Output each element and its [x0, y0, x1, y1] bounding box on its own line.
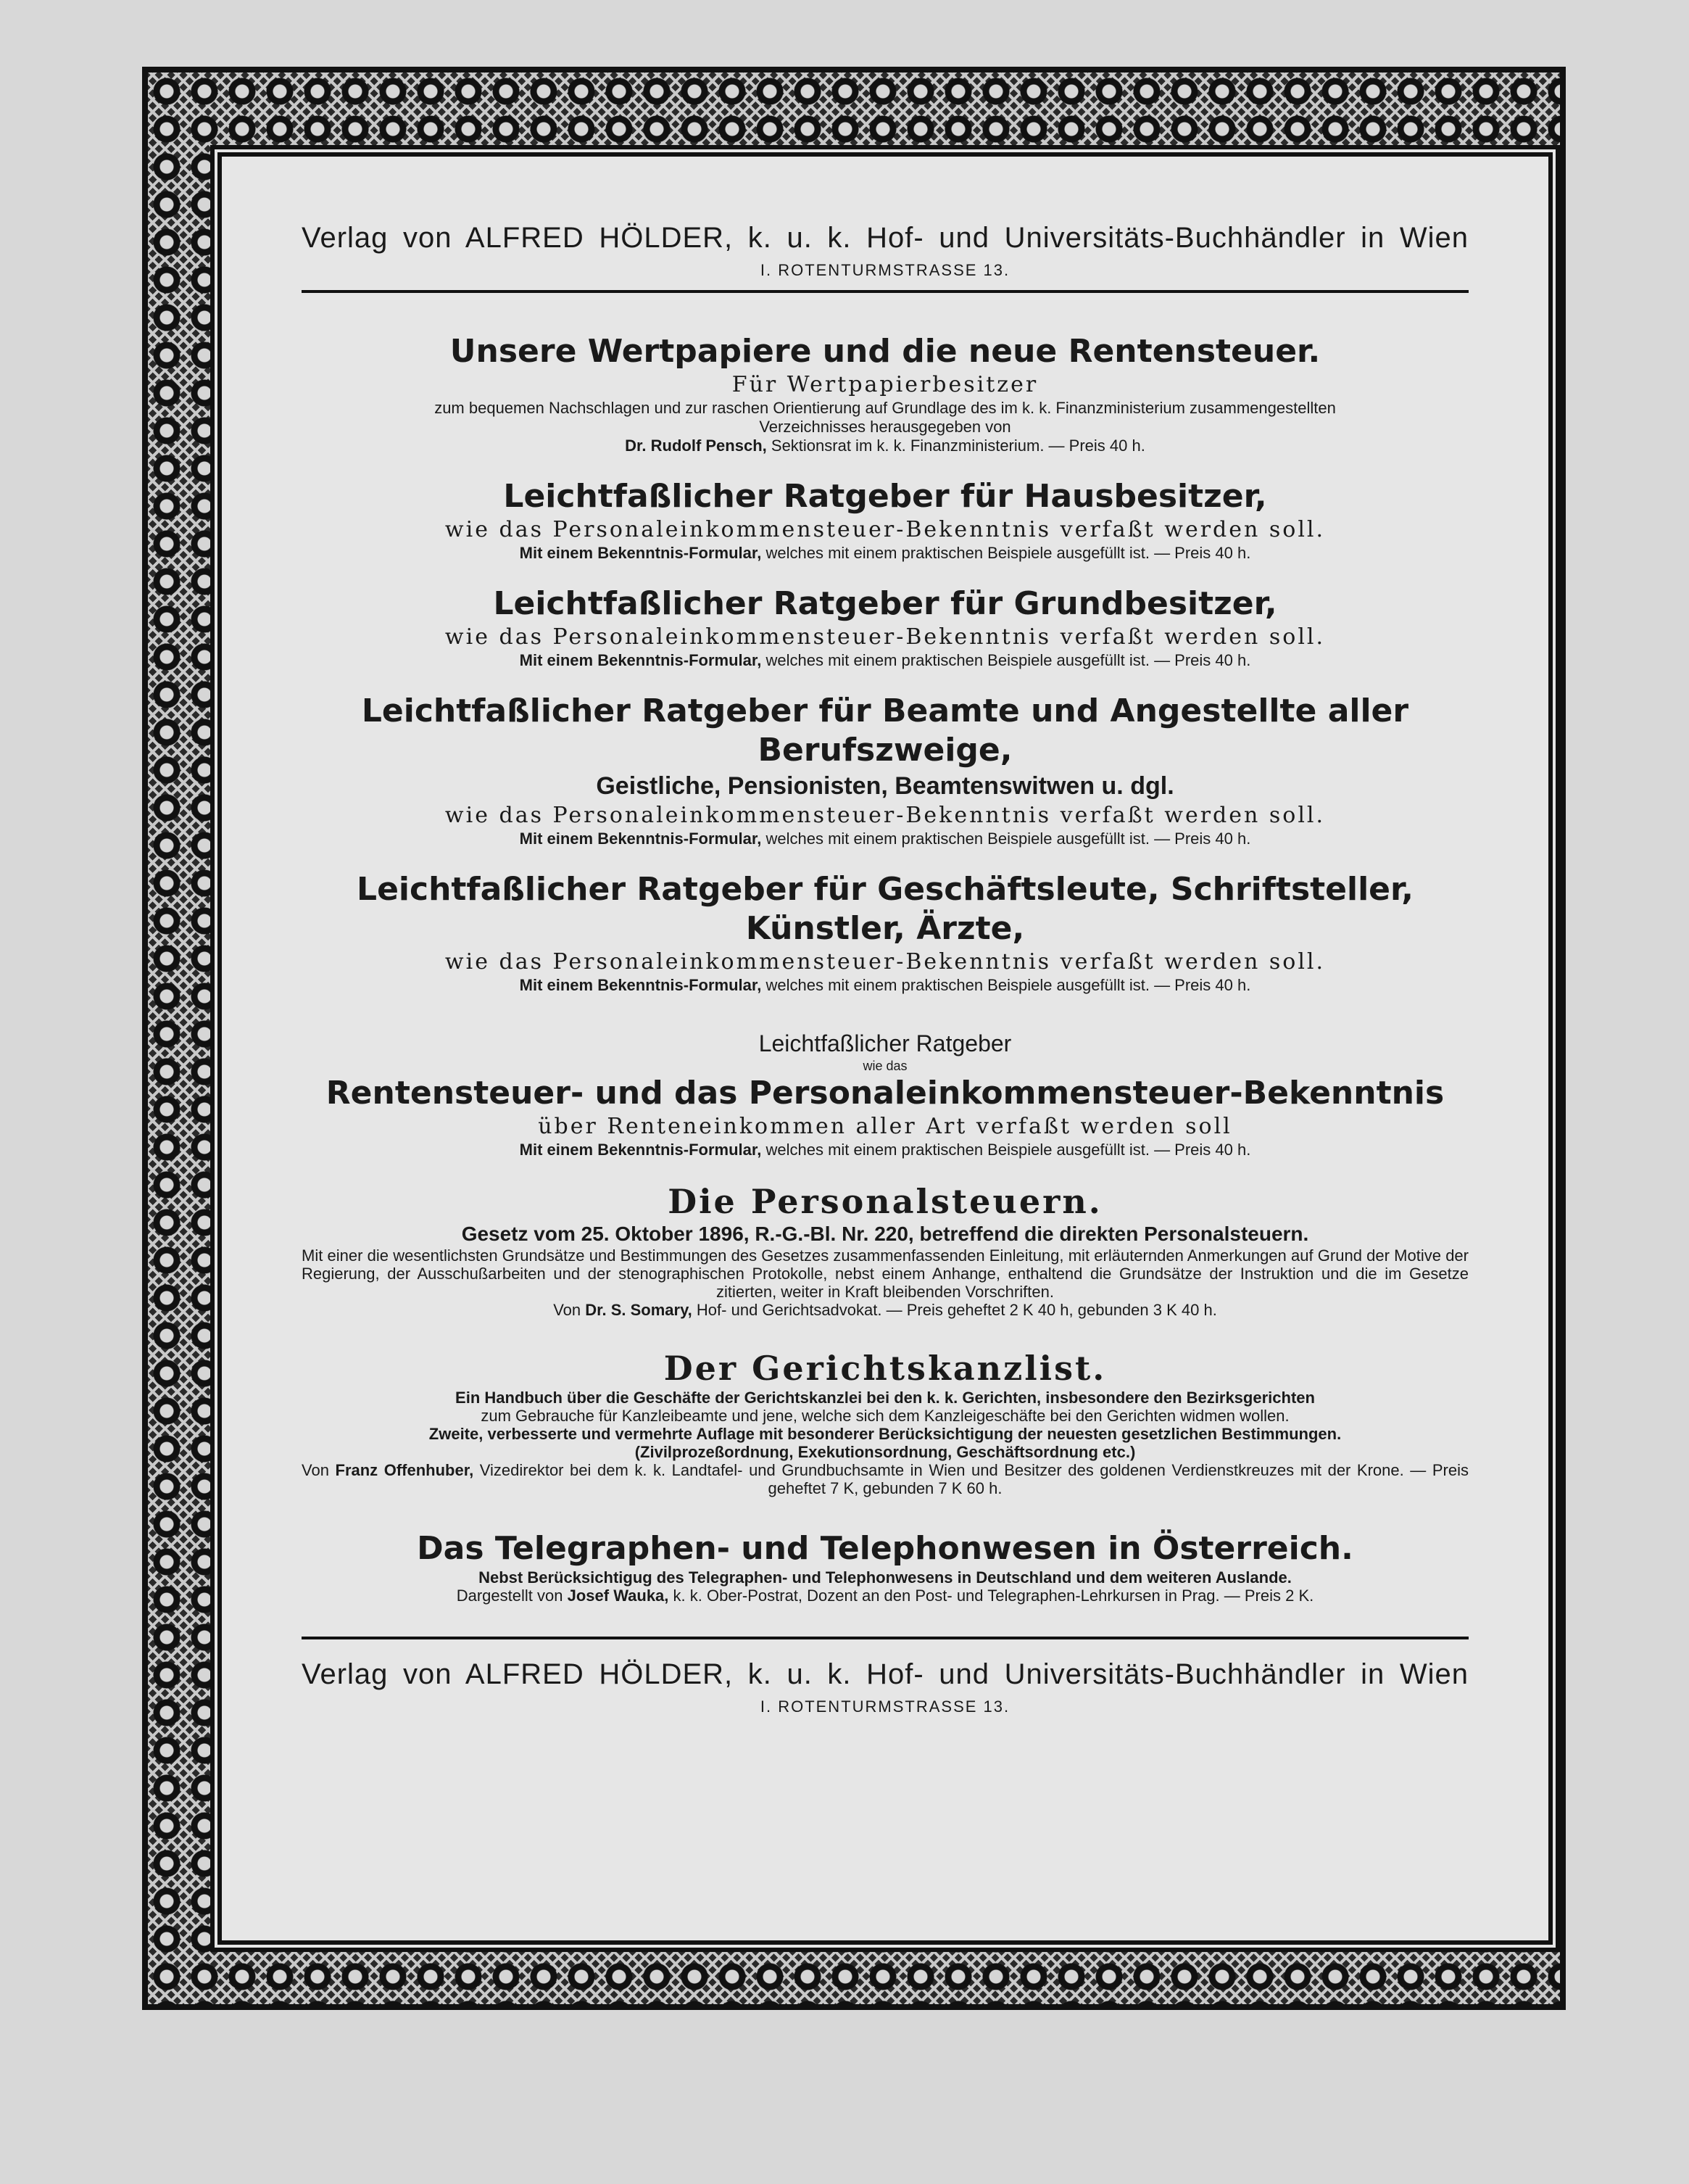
entry-author: Franz Offenhuber,	[335, 1461, 474, 1479]
entry-line: (Zivilprozeßordnung, Exekutionsordnung, Geschäftsordnung etc.)	[634, 1443, 1136, 1461]
entry-note	[302, 651, 1469, 670]
entry-subtitle: wie das Personaleinkommensteuer-Bekenntnis verfaßt werden soll.	[444, 517, 1326, 542]
entry-geschaeftsleute	[302, 870, 1469, 995]
entry-subtitle: wie das Personaleinkommensteuer-Bekenntnis verfaßt werden soll.	[444, 949, 1326, 975]
entry-subtitle: wie das Personaleinkommensteuer-Bekenntnis verfaßt werden soll.	[444, 624, 1326, 650]
entry-pre-title: Leichtfaßlicher Ratgeber	[758, 1030, 1012, 1056]
entry-gerichtskanzlist	[302, 1348, 1469, 1497]
entry-line: Gesetz vom 25. Oktober 1896, R.-G.-Bl. Nr. 220, betreffend die direkten Personalsteuern.	[461, 1223, 1309, 1245]
entry-line: Zweite, verbesserte und vermehrte Auflage mit besonderer Berücksichtigung der neuesten gesetzlichen Bestimmungen.	[428, 1425, 1342, 1443]
entry-author-line	[302, 437, 1469, 455]
entry-author: Dr. Rudolf Pensch,	[625, 437, 767, 455]
entry-telegraphen	[302, 1529, 1469, 1605]
entry-note-bold: Mit einem Bekenntnis-Formular,	[519, 830, 762, 848]
entry-note	[302, 976, 1469, 995]
entry-title: Die Personalsteuern.	[668, 1182, 1103, 1221]
publisher-header: Verlag von ALFRED HÖLDER, k. u. k. Hof- und Universitäts-Buchhändler in Wien	[302, 222, 1469, 254]
entry-title: Leichtfaßlicher Ratgeber für Beamte und Angestellte aller Berufszweige,	[361, 692, 1409, 769]
entry-note-bold: Mit einem Bekenntnis-Formular,	[519, 1141, 762, 1159]
entry-subtitle: Für Wertpapierbesitzer	[731, 372, 1039, 397]
entry-pre-title-2: wie das	[863, 1059, 908, 1073]
entry-author-line	[302, 1587, 1469, 1605]
entry-grundbesitzer	[302, 584, 1469, 670]
publisher-footer: Verlag von ALFRED HÖLDER, k. u. k. Hof- und Universitäts-Buchhändler in Wien	[302, 1658, 1469, 1690]
entry-note	[302, 544, 1469, 563]
entry-author: Josef Wauka,	[567, 1587, 669, 1605]
entry-note-rest: welches mit einem praktischen Beispiele ausgefüllt ist. — Preis 40 h.	[765, 544, 1251, 562]
entry-author-line	[302, 1461, 1469, 1497]
entry-line: Ein Handbuch über die Geschäfte der Gerichtskanzlei bei den k. k. Gerichten, insbesondere den Bezirksgerichten	[455, 1389, 1315, 1407]
entry-author-line	[302, 1301, 1469, 1319]
entry-note-rest: welches mit einem praktischen Beispiele ausgefüllt ist. — Preis 40 h.	[765, 651, 1251, 669]
entry-author-rest: Hof- und Gerichtsadvokat. — Preis geheftet 2 K 40 h, gebunden 3 K 40 h.	[696, 1301, 1217, 1319]
entry-title: Leichtfaßlicher Ratgeber für Grundbesitzer,	[493, 585, 1277, 622]
entry-subtitle: über Renteneinkommen aller Art verfaßt werden soll	[538, 1114, 1232, 1139]
entry-note	[302, 1141, 1469, 1159]
entry-line: Verzeichnisses herausgegeben von	[759, 418, 1011, 436]
entry-note	[302, 830, 1469, 848]
entry-author-pre: Dargestellt von	[456, 1587, 563, 1605]
entry-author-rest: k. k. Ober-Postrat, Dozent an den Post- und Telegraphen-Lehrkursen in Prag. — Preis 2 K.	[673, 1587, 1314, 1605]
entry-title: Das Telegraphen- und Telephonwesen in Österreich.	[417, 1530, 1353, 1567]
entry-note-bold: Mit einem Bekenntnis-Formular,	[519, 544, 762, 562]
entry-title: Leichtfaßlicher Ratgeber für Geschäftsleute, Schriftsteller, Künstler, Ärzte,	[357, 871, 1414, 947]
entry-title: Der Gerichtskanzlist.	[663, 1349, 1107, 1388]
entry-beamte	[302, 692, 1469, 848]
entry-author: Dr. S. Somary,	[585, 1301, 692, 1319]
entry-title-second-line: Geistliche, Pensionisten, Beamtenswitwen u. dgl.	[596, 772, 1174, 800]
entry-line: Nebst Berücksichtigug des Telegraphen- und Telephonwesens in Deutschland und dem weiteren Auslande.	[478, 1568, 1292, 1587]
footer-rule	[302, 1637, 1469, 1639]
entry-author-rest: Sektionsrat im k. k. Finanzministerium. — Preis 40 h.	[771, 437, 1145, 455]
entry-hausbesitzer	[302, 477, 1469, 563]
header-rule	[302, 290, 1469, 293]
advertisement-panel	[217, 152, 1553, 1945]
entry-author-pre: Von	[553, 1301, 581, 1319]
entry-title: Rentensteuer- und das Personaleinkommensteuer-Bekenntnis	[325, 1075, 1445, 1112]
entry-note-rest: welches mit einem praktischen Beispiele ausgefüllt ist. — Preis 40 h.	[765, 830, 1251, 848]
entry-wertpapiere	[302, 332, 1469, 455]
entry-personalsteuern	[302, 1181, 1469, 1319]
entry-note-bold: Mit einem Bekenntnis-Formular,	[519, 976, 762, 994]
entry-line: zum Gebrauche für Kanzleibeamte und jene, welche sich dem Kanzleigeschäfte bei den Gerichten widmen wollen.	[481, 1407, 1290, 1425]
entry-author-pre: Von	[302, 1461, 329, 1479]
entry-note-bold: Mit einem Bekenntnis-Formular,	[519, 651, 762, 669]
entry-title: Unsere Wertpapiere und die neue Rentensteuer.	[449, 333, 1321, 370]
panel-content	[302, 157, 1469, 1940]
entry-note-rest: welches mit einem praktischen Beispiele ausgefüllt ist. — Preis 40 h.	[765, 976, 1251, 994]
publisher-address: I. ROTENTURMSTRASSE 13.	[760, 261, 1011, 279]
entry-line: zum bequemen Nachschlagen und zur raschen Orientierung auf Grundlage des im k. k. Finanzministerium zusammengestellten	[434, 399, 1336, 417]
entry-title: Leichtfaßlicher Ratgeber für Hausbesitzer,	[503, 478, 1267, 515]
entry-note-rest: welches mit einem praktischen Beispiele ausgefüllt ist. — Preis 40 h.	[765, 1141, 1251, 1159]
publisher-footer-address: I. ROTENTURMSTRASSE 13.	[760, 1697, 1011, 1716]
entry-rentensteuer	[302, 1028, 1469, 1159]
entry-author-rest: Vizedirektor bei dem k. k. Landtafel- und Grundbuchsamte in Wien und Besitzer des goldenen Verdienstkreuzes mit der Krone. — Preis geheftet 7 K, gebunden 7 K 60 h.	[479, 1461, 1469, 1497]
entry-subtitle: wie das Personaleinkommensteuer-Bekenntnis verfaßt werden soll.	[444, 803, 1326, 828]
entry-body: Mit einer die wesentlichsten Grundsätze und Bestimmungen des Gesetzes zusammenfassenden Einleitung, mit erläuternden Anmerkungen auf Grund der Motive der Regierung, der Ausschußarbeiten und der stenographischen Protokolle, nebst einem Anhange, enthaltend die Grundsätze der Instruktion und die im Gesetze zitierten, weiter in Kraft bleibenden Vorschriften.	[302, 1246, 1469, 1301]
